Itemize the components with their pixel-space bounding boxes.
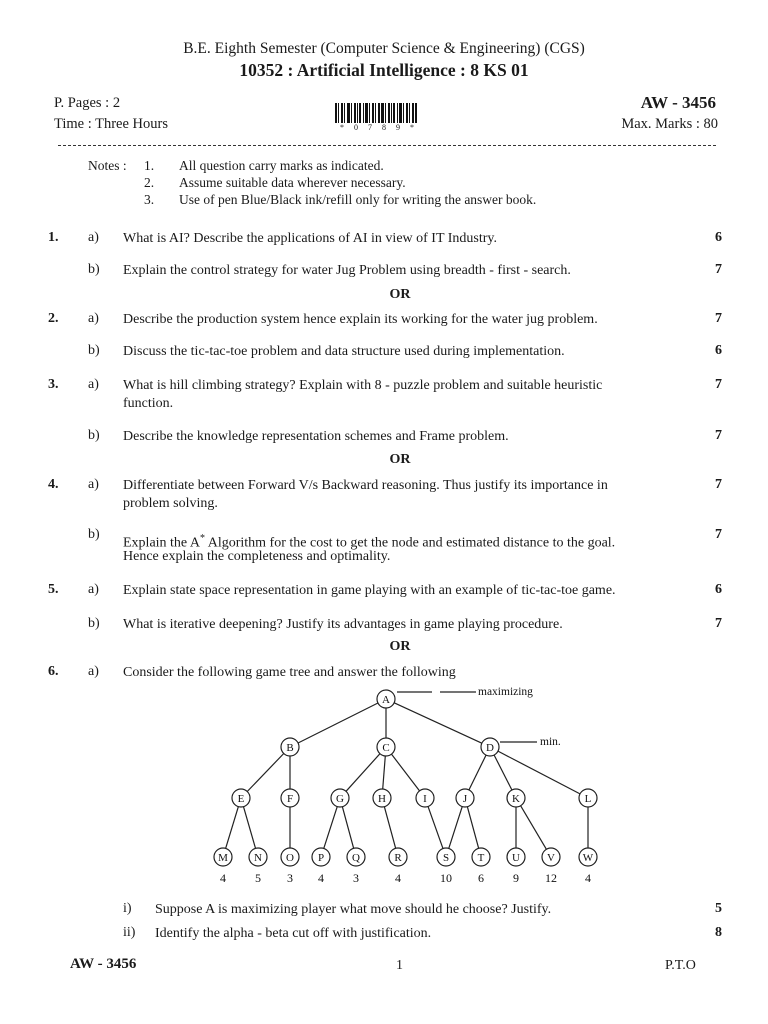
or-separator: OR (389, 452, 411, 467)
tree-edge (324, 807, 337, 849)
question-number: 4. (48, 477, 59, 492)
tree-node-w (579, 848, 597, 866)
tree-edge (467, 807, 478, 849)
or-separator: OR (389, 639, 411, 654)
question-text: What is hill climbing strategy? Explain with 8 - puzzle problem and suitable heuristic (123, 378, 603, 393)
subquestion-label: a) (88, 582, 99, 597)
question-text: Explain state space representation in game playing with an example of tic-tac-toe game. (123, 583, 616, 598)
course-title: 10352 : Artificial Intelligence : 8 KS 01 (239, 60, 529, 80)
question-text: Describe the production system hence explain its working for the water jug problem. (123, 312, 598, 327)
tree-node-k (507, 789, 525, 807)
svg-text:A: A (382, 694, 390, 706)
question-number: 1. (48, 230, 59, 245)
question-text-continued: problem solving. (123, 496, 218, 511)
tree-node-r (389, 848, 407, 866)
tree-node-u (507, 848, 525, 866)
tree-edge (226, 807, 239, 849)
svg-text:T: T (477, 852, 485, 864)
svg-text:N: N (254, 852, 262, 864)
tree-node-v (542, 848, 560, 866)
tree-node-g (331, 789, 349, 807)
question-number: 2. (48, 311, 59, 326)
subquestion-label: a) (88, 311, 99, 326)
tree-edge (243, 807, 255, 849)
svg-text:D: D (486, 742, 494, 754)
barcode-number: * 0 7 8 9 * (340, 123, 418, 132)
tree-node-b (281, 738, 299, 756)
tree-node-q (347, 848, 365, 866)
maximizing-label: maximizing (478, 686, 533, 698)
tree-edge (469, 755, 486, 790)
tree-node-a (377, 690, 395, 708)
tree-edge (428, 806, 443, 848)
question-number: 6. (48, 664, 59, 679)
marks: 7 (715, 262, 722, 277)
tree-edge (342, 807, 353, 849)
tree-node-o (281, 848, 299, 866)
question-number: 5. (48, 582, 59, 597)
tree-node-h (373, 789, 391, 807)
note-text: Assume suitable data wherever necessary. (179, 175, 406, 190)
question-text-continued: Hence explain the completeness and optimality. (123, 549, 391, 564)
question-text: What is AI? Describe the applications of AI in view of IT Industry. (123, 231, 498, 246)
note-number: 2. (144, 175, 155, 190)
svg-text:B: B (286, 742, 294, 754)
tree-node-p (312, 848, 330, 866)
note-number: 1. (144, 158, 155, 173)
note-number: 3. (144, 192, 155, 207)
svg-text:M: M (218, 852, 228, 864)
question-text: Discuss the tic-tac-toe problem and data structure used during implementation. (123, 344, 565, 359)
subquestion-label: b) (88, 527, 100, 542)
tree-node-l (579, 789, 597, 807)
svg-text:C: C (382, 742, 390, 754)
marks: 7 (715, 527, 722, 542)
subquestion-label: i) (123, 901, 132, 916)
tree-node-t (472, 848, 490, 866)
question-text: Consider the following game tree and answer the following (123, 665, 456, 680)
svg-text:L: L (584, 793, 592, 805)
leaf-value: 4 (318, 871, 324, 885)
subquestion-label: a) (88, 230, 99, 245)
leaf-value: 10 (440, 871, 452, 885)
question-text: Identify the alpha - beta cut off with justification. (155, 926, 432, 941)
note-text: Use of pen Blue/Black ink/refill only for writing the answer book. (179, 192, 537, 207)
leaf-value: 9 (513, 871, 519, 885)
tree-node-e (232, 789, 250, 807)
marks: 7 (715, 311, 722, 326)
svg-text:Q: Q (352, 852, 360, 864)
svg-text:P: P (317, 852, 325, 864)
exam-title-line: B.E. Eighth Semester (Computer Science & Engineering) (CGS) (183, 40, 585, 57)
page-count: P. Pages : 2 (54, 95, 121, 111)
svg-text:S: S (442, 852, 450, 864)
max-marks: Max. Marks : 80 (621, 116, 718, 132)
marks: 5 (715, 901, 722, 916)
pto-label: P.T.O (665, 958, 696, 973)
paper-code: AW - 3456 (640, 93, 716, 112)
tree-edge (383, 756, 386, 789)
or-separator: OR (389, 287, 411, 302)
tree-edge (521, 806, 547, 850)
svg-text:E: E (237, 793, 245, 805)
svg-text:H: H (378, 793, 386, 805)
leaf-value: 5 (255, 871, 261, 885)
tree-edge (449, 807, 462, 849)
svg-text:W: W (582, 852, 594, 864)
tree-node-c (377, 738, 395, 756)
leaf-value: 3 (287, 871, 293, 885)
tree-node-f (281, 789, 299, 807)
subquestion-label: a) (88, 377, 99, 392)
leaf-value: 4 (220, 871, 226, 885)
notes-label: Notes : (88, 158, 127, 173)
tree-edge (298, 703, 378, 743)
footer-paper-code: AW - 3456 (70, 956, 137, 972)
marks: 6 (715, 582, 722, 597)
svg-text:I: I (423, 793, 427, 805)
tree-edge (346, 754, 380, 792)
svg-text:O: O (286, 852, 294, 864)
svg-text:G: G (336, 793, 344, 805)
question-text: Explain the control strategy for water Jug Problem using breadth - first - search. (123, 263, 571, 278)
svg-text:V: V (547, 852, 555, 864)
tree-edge (494, 755, 512, 790)
tree-edge (391, 754, 419, 791)
leaf-value: 4 (585, 871, 591, 885)
page-number: 1 (396, 958, 403, 973)
tree-edge (247, 753, 284, 791)
tree-node-n (249, 848, 267, 866)
marks: 6 (715, 343, 722, 358)
subquestion-label: b) (88, 616, 100, 631)
subquestion-label: b) (88, 343, 100, 358)
leaf-value: 6 (478, 871, 484, 885)
leaf-value: 4 (395, 871, 401, 885)
tree-node-d (481, 738, 499, 756)
marks: 8 (715, 925, 722, 940)
min-label: min. (540, 736, 561, 748)
question-text: Explain the A* Algorithm for the cost to get the node and estimated distance to the goal. (123, 533, 616, 551)
subquestion-label: a) (88, 477, 99, 492)
leaf-value: 3 (353, 871, 359, 885)
tree-node-i (416, 789, 434, 807)
marks: 7 (715, 616, 722, 631)
tree-edge (384, 807, 395, 849)
tree-node-s (437, 848, 455, 866)
question-text-continued: function. (123, 396, 174, 411)
svg-text:K: K (512, 793, 520, 805)
question-text: Suppose A is maximizing player what move should he choose? Justify. (155, 902, 552, 917)
subquestion-label: b) (88, 262, 100, 277)
subquestion-label: a) (88, 664, 99, 679)
tree-node-j (456, 789, 474, 807)
marks: 7 (715, 428, 722, 443)
leaf-value: 12 (545, 871, 557, 885)
tree-edge (394, 703, 482, 743)
svg-text:J: J (462, 793, 468, 805)
marks: 6 (715, 230, 722, 245)
question-text: Differentiate between Forward V/s Backward reasoning. Thus justify its importance in (123, 478, 608, 493)
superscript-star: * (200, 533, 205, 544)
exam-duration: Time : Three Hours (54, 116, 168, 132)
marks: 7 (715, 377, 722, 392)
question-text: Describe the knowledge representation schemes and Frame problem. (123, 429, 509, 444)
question-text: What is iterative deepening? Justify its advantages in game playing procedure. (123, 617, 563, 632)
svg-text:F: F (286, 793, 294, 805)
question-number: 3. (48, 377, 59, 392)
subquestion-label: ii) (123, 925, 136, 940)
tree-node-m (214, 848, 232, 866)
note-text: All question carry marks as indicated. (179, 158, 384, 173)
svg-text:U: U (512, 852, 520, 864)
marks: 7 (715, 477, 722, 492)
svg-text:R: R (394, 852, 402, 864)
subquestion-label: b) (88, 428, 100, 443)
